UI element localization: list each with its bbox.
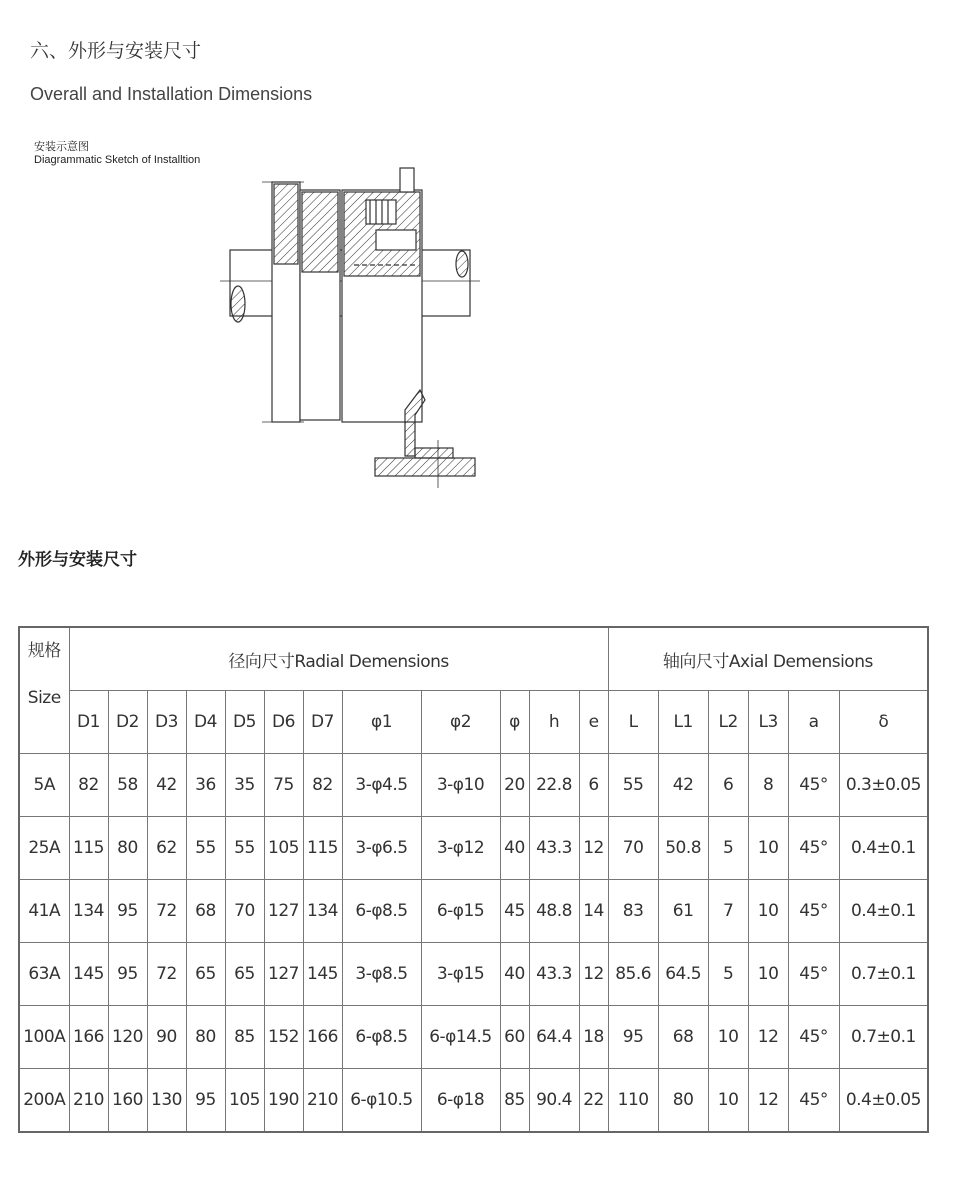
table-cell: 43.3 <box>529 817 579 880</box>
table-cell: 55 <box>225 817 264 880</box>
table-cell: 145 <box>69 943 108 1006</box>
table-cell: 3-φ8.5 <box>342 943 421 1006</box>
table-cell: 45° <box>788 1006 839 1069</box>
table-cell: 3-φ10 <box>421 754 500 817</box>
table-cell: 64.4 <box>529 1006 579 1069</box>
table-cell: 6-φ10.5 <box>342 1069 421 1133</box>
column-header: L3 <box>748 691 788 754</box>
table-cell: 127 <box>264 880 303 943</box>
table-cell: 5 <box>708 943 748 1006</box>
table-cell: 6 <box>708 754 748 817</box>
column-header: φ <box>500 691 529 754</box>
table-cell: 62 <box>147 817 186 880</box>
table-cell: 160 <box>108 1069 147 1133</box>
table-cell: 6-φ8.5 <box>342 1006 421 1069</box>
table-cell: 72 <box>147 880 186 943</box>
section-heading-cn: 六、外形与安装尺寸 <box>30 40 202 62</box>
table-cell: 55 <box>608 754 658 817</box>
table-cell: 10 <box>748 817 788 880</box>
size-cell: 63A <box>19 943 69 1006</box>
column-header: δ <box>839 691 928 754</box>
table-cell: 50.8 <box>658 817 708 880</box>
table-cell: 127 <box>264 943 303 1006</box>
table-cell: 72 <box>147 943 186 1006</box>
table-cell: 22 <box>579 1069 608 1133</box>
table-cell: 95 <box>608 1006 658 1069</box>
table-cell: 190 <box>264 1069 303 1133</box>
dimensions-table <box>18 626 929 1133</box>
table-cell: 14 <box>579 880 608 943</box>
table-cell: 82 <box>69 754 108 817</box>
table-row <box>19 943 928 1006</box>
column-header-row <box>19 691 928 754</box>
table-row <box>19 880 928 943</box>
table-cell: 75 <box>264 754 303 817</box>
table-cell: 134 <box>303 880 342 943</box>
table-cell: 6-φ8.5 <box>342 880 421 943</box>
table-cell: 152 <box>264 1006 303 1069</box>
diagram-caption <box>34 141 200 167</box>
table-cell: 7 <box>708 880 748 943</box>
table-cell: 68 <box>186 880 225 943</box>
table-cell: 22.8 <box>529 754 579 817</box>
table-cell: 0.4±0.1 <box>839 817 928 880</box>
table-cell: 48.8 <box>529 880 579 943</box>
size-cell: 100A <box>19 1006 69 1069</box>
table-cell: 90 <box>147 1006 186 1069</box>
table-cell: 6-φ15 <box>421 880 500 943</box>
section-heading-en: Overall and Installation Dimensions <box>30 84 313 104</box>
table-cell: 3-φ15 <box>421 943 500 1006</box>
column-header: e <box>579 691 608 754</box>
table-cell: 40 <box>500 817 529 880</box>
table-cell: 45° <box>788 880 839 943</box>
table-cell: 166 <box>69 1006 108 1069</box>
table-cell: 0.7±0.1 <box>839 1006 928 1069</box>
size-cell: 25A <box>19 817 69 880</box>
table-cell: 6 <box>579 754 608 817</box>
table-cell: 35 <box>225 754 264 817</box>
column-header: D2 <box>108 691 147 754</box>
installation-sketch <box>210 160 490 490</box>
table-cell: 0.7±0.1 <box>839 943 928 1006</box>
table-cell: 65 <box>225 943 264 1006</box>
table-cell: 110 <box>608 1069 658 1133</box>
diagram-caption-cn: 安装示意图 <box>34 141 89 153</box>
column-header: L2 <box>708 691 748 754</box>
table-cell: 3-φ4.5 <box>342 754 421 817</box>
table-cell: 90.4 <box>529 1069 579 1133</box>
table-cell: 70 <box>225 880 264 943</box>
table-cell: 45 <box>500 880 529 943</box>
column-header: L <box>608 691 658 754</box>
radial-group-header: 径向尺寸Radial Demensions <box>69 627 608 691</box>
table-cell: 3-φ12 <box>421 817 500 880</box>
column-header: D3 <box>147 691 186 754</box>
table-cell: 134 <box>69 880 108 943</box>
table-row <box>19 817 928 880</box>
table-cell: 64.5 <box>658 943 708 1006</box>
table-cell: 80 <box>658 1069 708 1133</box>
table-cell: 18 <box>579 1006 608 1069</box>
table-cell: 10 <box>748 880 788 943</box>
table-cell: 40 <box>500 943 529 1006</box>
table-cell: 105 <box>264 817 303 880</box>
table-cell: 45° <box>788 754 839 817</box>
table-cell: 12 <box>748 1069 788 1133</box>
table-title: 外形与安装尺寸 <box>18 550 137 570</box>
table-cell: 10 <box>748 943 788 1006</box>
axial-group-header: 轴向尺寸Axial Demensions <box>608 627 928 691</box>
table-row <box>19 754 928 817</box>
table-cell: 12 <box>748 1006 788 1069</box>
table-cell: 85.6 <box>608 943 658 1006</box>
table-cell: 115 <box>303 817 342 880</box>
table-cell: 210 <box>303 1069 342 1133</box>
size-cell: 200A <box>19 1069 69 1133</box>
column-header: h <box>529 691 579 754</box>
table-cell: 6-φ14.5 <box>421 1006 500 1069</box>
table-cell: 20 <box>500 754 529 817</box>
table-cell: 45° <box>788 817 839 880</box>
table-cell: 65 <box>186 943 225 1006</box>
table-cell: 80 <box>108 817 147 880</box>
table-cell: 83 <box>608 880 658 943</box>
table-cell: 12 <box>579 943 608 1006</box>
column-header: φ2 <box>421 691 500 754</box>
size-header <box>19 627 69 754</box>
table-cell: 43.3 <box>529 943 579 1006</box>
table-cell: 82 <box>303 754 342 817</box>
table-cell: 60 <box>500 1006 529 1069</box>
diagram-caption-en: Diagrammatic Sketch of Installtion <box>34 154 201 166</box>
table-cell: 58 <box>108 754 147 817</box>
table-cell: 10 <box>708 1006 748 1069</box>
table-cell: 95 <box>186 1069 225 1133</box>
table-cell: 80 <box>186 1006 225 1069</box>
table-cell: 10 <box>708 1069 748 1133</box>
size-header-cn: 规格 <box>27 640 61 661</box>
table-cell: 3-φ6.5 <box>342 817 421 880</box>
column-header: a <box>788 691 839 754</box>
table-cell: 0.4±0.1 <box>839 880 928 943</box>
table-cell: 0.4±0.05 <box>839 1069 928 1133</box>
table-cell: 6-φ18 <box>421 1069 500 1133</box>
table-cell: 12 <box>579 817 608 880</box>
column-header: D4 <box>186 691 225 754</box>
column-header: D6 <box>264 691 303 754</box>
table-cell: 42 <box>147 754 186 817</box>
column-header: D7 <box>303 691 342 754</box>
table-cell: 45° <box>788 943 839 1006</box>
column-header: φ1 <box>342 691 421 754</box>
table-cell: 70 <box>608 817 658 880</box>
table-cell: 55 <box>186 817 225 880</box>
size-cell: 41A <box>19 880 69 943</box>
table-cell: 36 <box>186 754 225 817</box>
table-cell: 85 <box>500 1069 529 1133</box>
table-cell: 95 <box>108 943 147 1006</box>
column-header: D1 <box>69 691 108 754</box>
size-header-en: Size <box>27 687 61 708</box>
table-cell: 5 <box>708 817 748 880</box>
table-cell: 115 <box>69 817 108 880</box>
table-row <box>19 1069 928 1133</box>
table-cell: 45° <box>788 1069 839 1133</box>
table-cell: 0.3±0.05 <box>839 754 928 817</box>
table-cell: 210 <box>69 1069 108 1133</box>
table-row <box>19 1006 928 1069</box>
table-cell: 120 <box>108 1006 147 1069</box>
table-cell: 166 <box>303 1006 342 1069</box>
column-header: L1 <box>658 691 708 754</box>
table-cell: 85 <box>225 1006 264 1069</box>
table-cell: 105 <box>225 1069 264 1133</box>
table-cell: 61 <box>658 880 708 943</box>
table-cell: 145 <box>303 943 342 1006</box>
table-cell: 42 <box>658 754 708 817</box>
table-cell: 68 <box>658 1006 708 1069</box>
header-group-row <box>19 627 928 691</box>
column-header: D5 <box>225 691 264 754</box>
table-cell: 130 <box>147 1069 186 1133</box>
size-cell: 5A <box>19 754 69 817</box>
table-cell: 95 <box>108 880 147 943</box>
table-cell: 8 <box>748 754 788 817</box>
